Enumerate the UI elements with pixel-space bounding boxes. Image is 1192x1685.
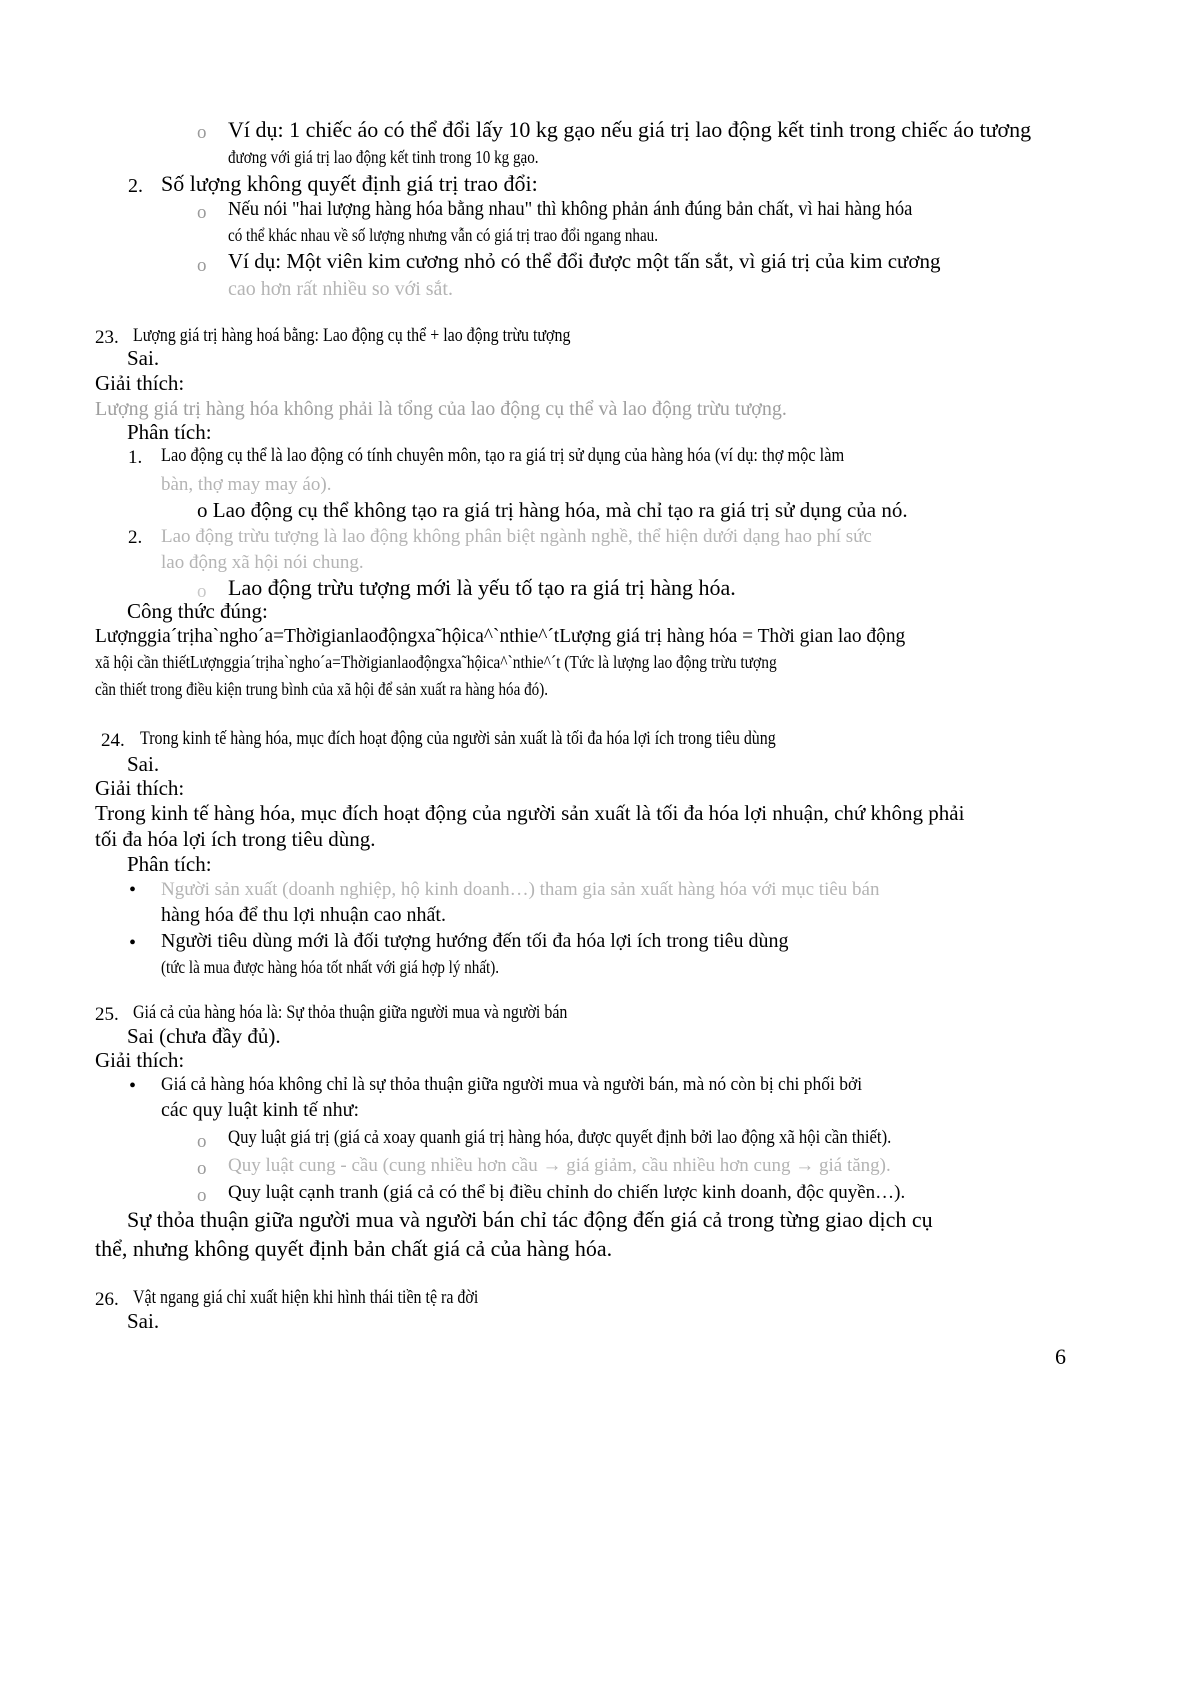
formula-heading: Công thức đúng: bbox=[127, 599, 268, 623]
text-line: Quy luật cạnh tranh (giá cả có thể bị điều chỉnh do chiến lược kinh doanh, độc quyền…). bbox=[228, 1182, 906, 1203]
question-text: Lượng giá trị hàng hoá bằng: Lao động cụ thể + lao động trừu tượng bbox=[133, 325, 571, 346]
text-line: hàng hóa để thu lợi nhuận cao nhất. bbox=[161, 904, 446, 926]
text-line: Giá cả hàng hóa không chỉ là sự thỏa thuận giữa người mua và người bán, mà nó còn bị chi phối bởi bbox=[161, 1074, 863, 1095]
text-line: Sự thỏa thuận giữa người mua và người bán chỉ tác động đến giá cả trong từng giao dịch cụ bbox=[127, 1207, 933, 1232]
circle-bullet: o bbox=[197, 1185, 207, 1206]
explanation-heading: Giải thích: bbox=[95, 1048, 185, 1072]
list-number: 1. bbox=[128, 447, 143, 468]
dot-bullet: • bbox=[129, 879, 137, 901]
formula-line: Lượnggia´trịha`ngho´a=Thờigianlaođộngxa˜hộica^`nthie^´tLượng giá trị hàng hóa = Thời gian lao động bbox=[95, 625, 906, 647]
text-line: đương với giá trị lao động kết tinh trong 10 kg gạo. bbox=[228, 147, 539, 167]
answer: Sai. bbox=[127, 346, 160, 370]
analysis-heading: Phân tích: bbox=[127, 420, 212, 444]
analysis-heading: Phân tích: bbox=[127, 852, 212, 876]
question-text: Giá cả của hàng hóa là: Sự thỏa thuận giữa người mua và người bán bbox=[133, 1002, 568, 1023]
question-text: Trong kinh tế hàng hóa, mục đích hoạt động của người sản xuất là tối đa hóa lợi ích trong tiêu dùng bbox=[140, 728, 776, 749]
text-line: Người sản xuất (doanh nghiệp, hộ kinh doanh…) tham gia sản xuất hàng hóa với mục tiêu bán bbox=[161, 879, 880, 900]
question-text: Vật ngang giá chỉ xuất hiện khi hình thái tiền tệ ra đời bbox=[133, 1287, 479, 1308]
circle-bullet: o bbox=[197, 202, 207, 223]
text-line: tối đa hóa lợi ích trong tiêu dùng. bbox=[95, 827, 376, 851]
text-line: (tức là mua được hàng hóa tốt nhất với giá hợp lý nhất). bbox=[161, 957, 500, 977]
explanation-heading: Giải thích: bbox=[95, 371, 185, 395]
section-heading: Số lượng không quyết định giá trị trao đổi: bbox=[161, 171, 538, 196]
text-line: các quy luật kinh tế như: bbox=[161, 1099, 360, 1121]
text-line: Lao động trừu tượng mới là yếu tố tạo ra giá trị hàng hóa. bbox=[228, 575, 736, 600]
circle-bullet: o bbox=[197, 581, 207, 602]
circle-bullet: o bbox=[197, 255, 207, 276]
text-line: Quy luật cung - cầu (cung nhiều hơn cầu → giá giảm, cầu nhiều hơn cung → giá tăng). bbox=[228, 1155, 891, 1176]
formula-line: xã hội cần thiếtLượnggia´trịha`ngho´a=Thờigianlaođộngxa˜hộica^`nthie^´t (Tức là lượng lao động trừu tượng bbox=[95, 652, 777, 672]
circle-bullet: o bbox=[197, 1158, 207, 1179]
text-line: Ví dụ: 1 chiếc áo có thể đổi lấy 10 kg gạo nếu giá trị lao động kết tinh trong chiếc áo tương bbox=[228, 117, 1032, 142]
list-number: 2. bbox=[128, 175, 143, 197]
list-number: 2. bbox=[128, 527, 143, 548]
text-line: Trong kinh tế hàng hóa, mục đích hoạt động của người sản xuất là tối đa hóa lợi nhuận, chứ không phải bbox=[95, 801, 965, 825]
text-line: cần thiết trong điều kiện trung bình của xã hội để sản xuất ra hàng hóa đó). bbox=[95, 679, 549, 699]
answer: Sai (chưa đầy đủ). bbox=[127, 1024, 281, 1048]
question-number: 24. bbox=[101, 730, 125, 751]
text-line: bàn, thợ may may áo). bbox=[161, 474, 332, 495]
answer: Sai. bbox=[127, 1309, 160, 1333]
text-line: Người tiêu dùng mới là đối tượng hướng đến tối đa hóa lợi ích trong tiêu dùng bbox=[161, 930, 789, 952]
text-line: thể, nhưng không quyết định bản chất giá cả của hàng hóa. bbox=[95, 1236, 613, 1261]
dot-bullet: • bbox=[129, 932, 137, 954]
circle-bullet: o bbox=[197, 1131, 207, 1152]
text-line: Ví dụ: Một viên kim cương nhỏ có thể đổi được một tấn sắt, vì giá trị của kim cương bbox=[228, 249, 941, 273]
text-line: Lượng giá trị hàng hóa không phải là tổng của lao động cụ thể và lao động trừu tượng. bbox=[95, 398, 787, 420]
text-line: Lao động cụ thể là lao động có tính chuyên môn, tạo ra giá trị sử dụng của hàng hóa (ví dụ: thợ mộc làm bbox=[161, 445, 845, 466]
circle-bullet: o bbox=[197, 122, 207, 143]
text-line: lao động xã hội nói chung. bbox=[161, 552, 364, 573]
explanation-heading: Giải thích: bbox=[95, 776, 185, 800]
text-line: có thể khác nhau về số lượng nhưng vẫn có giá trị trao đổi ngang nhau. bbox=[228, 225, 659, 245]
text-line: Quy luật giá trị (giá cả xoay quanh giá trị hàng hóa, được quyết định bởi lao động xã hội cần thiết). bbox=[228, 1127, 892, 1148]
text-line: Lao động trừu tượng là lao động không phân biệt ngành nghề, thể hiện dưới dạng hao phí sức bbox=[161, 526, 872, 547]
question-number: 26. bbox=[95, 1289, 119, 1310]
text-line: o Lao động cụ thể không tạo ra giá trị hàng hóa, mà chỉ tạo ra giá trị sử dụng của nó. bbox=[197, 498, 908, 522]
question-number: 25. bbox=[95, 1004, 119, 1025]
page-number: 6 bbox=[1055, 1344, 1066, 1369]
answer: Sai. bbox=[127, 752, 160, 776]
text-line: Nếu nói "hai lượng hàng hóa bằng nhau" thì không phản ánh đúng bản chất, vì hai hàng hóa bbox=[228, 198, 913, 220]
dot-bullet: • bbox=[129, 1075, 137, 1097]
question-number: 23. bbox=[95, 327, 119, 348]
text-line: cao hơn rất nhiều so với sắt. bbox=[228, 278, 453, 300]
